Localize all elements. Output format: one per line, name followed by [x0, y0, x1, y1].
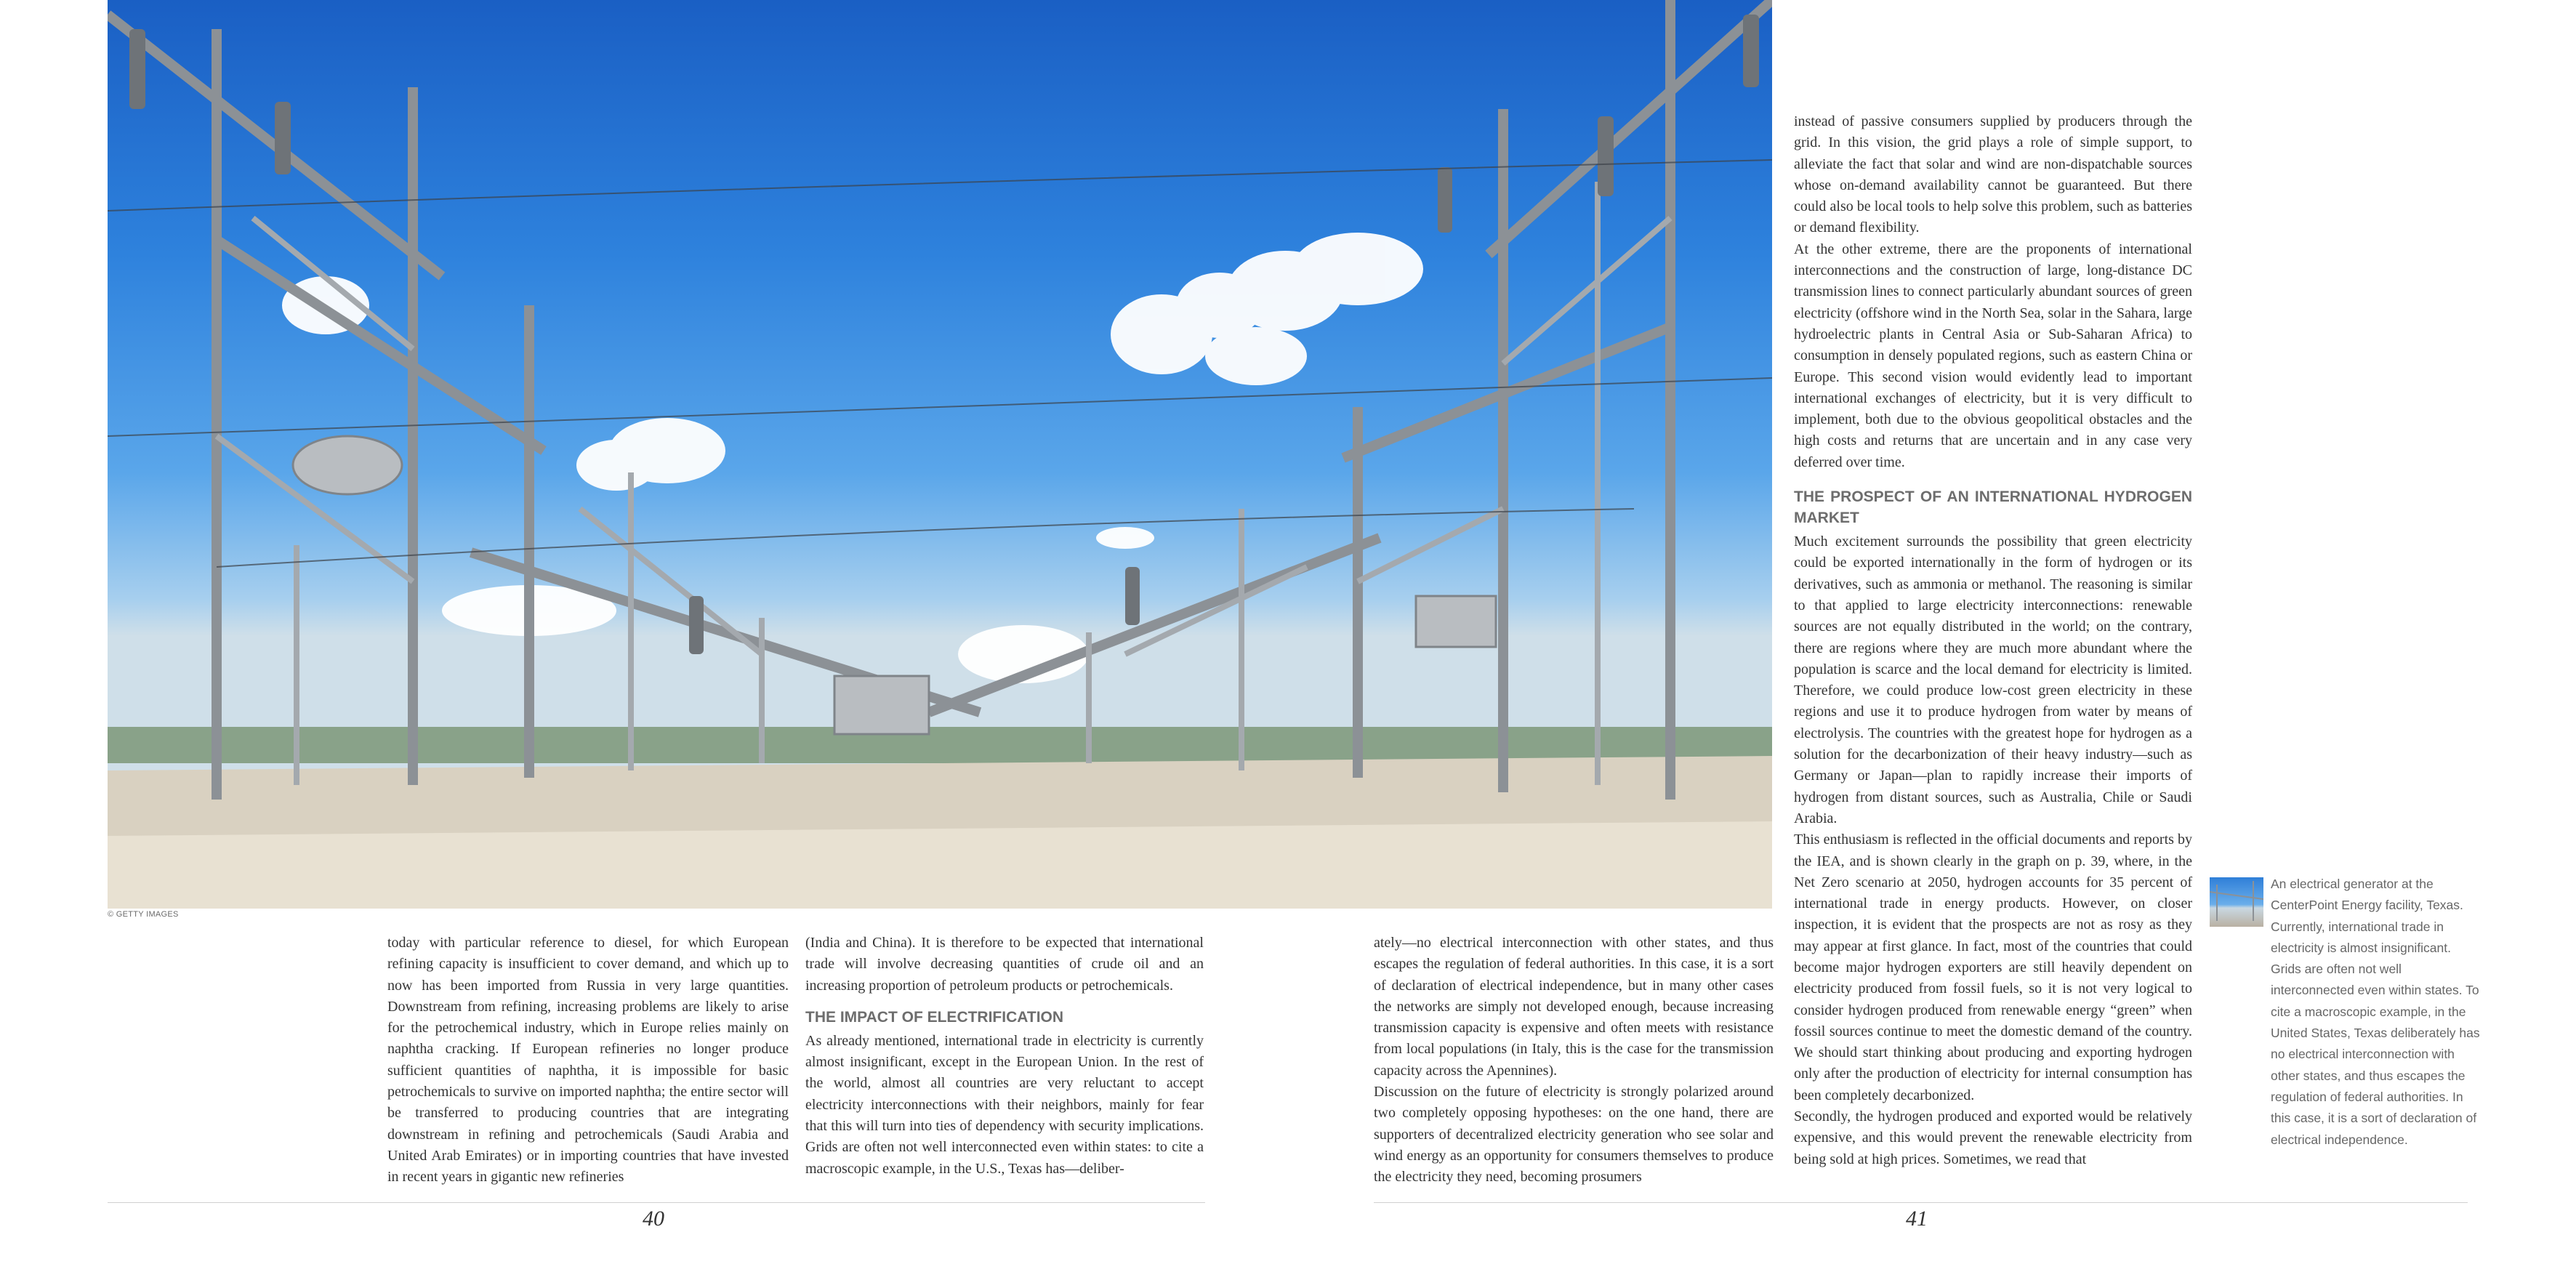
right-page-column-2	[1794, 111, 2192, 1170]
photo-caption: An electrical generator at the CenterPoint Energy facility, Texas. Currently, international trade in electricity is almost insignificant. Grids are often not well interconnected even within states. To cite a macroscopic example, in the United States, Texas deliberately has no electrical interconnection with other states, and thus escapes the regulation of federal authorities. In this case, it is a sort of declaration of electrical independence.	[2271, 877, 2480, 1147]
body-paragraph: today with particular reference to diesel, for which European refining capacity is insufficient to cover demand, and which up to now has been imported from Russia in very large quantities. Downstream from refining, increasing problems are likely to arise for the petrochemical industry, which in Europe relies mainly on naphtha cracking. If European refineries no longer produce sufficient quantities of naphtha, it is impossible for basic petrochemicals to survive on imported naphtha; the entire sector will be transferred to producing countries that are integrating downstream in refining and petrochemicals (Saudi Arabia and United Arab Emirates) or in importing countries that have invested in recent years in gigantic new refineries	[387, 935, 789, 1186]
substation-photo	[108, 0, 1772, 909]
left-page-column-2	[805, 933, 1204, 1180]
photo-credit: © GETTY IMAGES	[108, 910, 179, 919]
body-paragraph: instead of passive consumers supplied by producers through the grid. In this vision, the grid plays a role of simple support, to alleviate the fact that solar and wind are non-dispatchable sources whose on-demand availability cannot be guaranteed. But there could also be local tools to help solve this problem, such as batteries or demand flexibility.	[1794, 113, 2192, 236]
caption-thumbnail-image	[2210, 877, 2263, 927]
body-paragraph: Discussion on the future of electricity is strongly polarized around two completely opposing hypotheses: on the one hand, there are supporters of decentralized electricity generation who see solar and wind energy as an opportunity for consumers themselves to produce the electricity they need, becoming prosumers	[1374, 1084, 1774, 1186]
body-paragraph: ately—no electrical interconnection with other states, and thus escapes the regulation of federal authorities. In this case, it is a sort of declaration of electrical independence, but in many other cases the networks are simply not developed enough, because increasing transmission capacity is expensive and often meets with resistance from local populations (in Italy, this is the case for the transmission capacity across the Apennines).	[1374, 935, 1774, 1079]
body-paragraph: This enthusiasm is reflected in the official documents and reports by the IEA, and is shown clearly in the graph on p. 39, where, in the Net Zero scenario at 2050, hydrogen accounts for 35 percent of international trade in energy products. However, on closer inspection, it is evident that the prospects are not as rosy as they may appear at first glance. In fact, most of the countries that could become major hydrogen exporters are still heavily dependent on electricity produced from fossil fuels, so it is not very logical to consider hydrogen produced from renewable energy “green” when fossil sources continue to meet the domestic demand of the country. We should start thinking about producing and exporting hydrogen only after the production of electricity for internal consumption has been completely decarbonized.	[1794, 832, 2192, 1103]
left-page-column-1	[387, 933, 789, 1188]
page-number-right: 41	[1906, 1207, 1928, 1231]
body-paragraph: At the other extreme, there are the proponents of international interconnections and the construction of large, long-distance DC transmission lines to connect particularly abundant sources of green electricity (offshore wind in the North Sea, solar in the Sahara, large hydroelectric plants in Central Asia or Sub-Saharan Africa) to consumption in densely populated regions, such as eastern China or Europe. This second vision would evidently lead to important international exchanges of electricity, but it is very difficult to implement, both due to the obvious geopolitical obstacles and the high costs and returns that are uncertain and in any case very deferred over time.	[1794, 241, 2192, 470]
footer-rule-right	[1374, 1202, 2468, 1203]
section-heading: THE IMPACT OF ELECTRIFICATION	[805, 1008, 1064, 1026]
substation-illustration	[108, 0, 1772, 909]
footer-rule-left	[108, 1202, 1205, 1203]
body-paragraph: Much excitement surrounds the possibility that green electricity could be exported internationally in the form of hydrogen or its derivatives, such as ammonia or methanol. The reasoning is similar to that applied to large electricity interconnections: renewable sources are not equally distributed in the world; on the contrary, there are regions where they are much more abundant where the population is scarce and the local demand for electricity is limited. Therefore, we could produce low-cost green electricity in these regions and use it to produce hydrogen from water by means of electrolysis. The countries with the greatest hope for hydrogen as a solution for the decarbonization of their heavy industry—such as Germany or Japan—plan to rapidly increase their imports of hydrogen from distant sources, such as Australia, Chile or Saudi Arabia.	[1794, 534, 2192, 826]
page-number-left: 40	[643, 1207, 664, 1231]
steel-gantries	[108, 0, 1772, 800]
right-page-column-1	[1374, 933, 1774, 1188]
body-paragraph: (India and China). It is therefore to be expected that international trade will involve decreasing quantities of crude oil and an increasing proportion of petroleum products or petrochemicals.	[805, 935, 1204, 994]
body-paragraph: Secondly, the hydrogen produced and exported would be relatively expensive, and this would prevent the renewable electricity from being sold at high prices. Sometimes, we read that	[1794, 1108, 2192, 1167]
section-heading: THE PROSPECT OF AN INTERNATIONAL HYDROGEN MARKET	[1794, 488, 2192, 527]
clouds	[282, 233, 1423, 683]
body-paragraph: As already mentioned, international trade in electricity is currently almost insignificant, except in the European Union. In the rest of the world, almost all countries are very reluctant to accept electricity interconnections with their neighbors, mainly for fear that this will turn into ties of dependency with security implications. Grids are often not well interconnected even within states: to cite a macroscopic example, in the U.S., Texas has—deliber-	[805, 1032, 1204, 1177]
